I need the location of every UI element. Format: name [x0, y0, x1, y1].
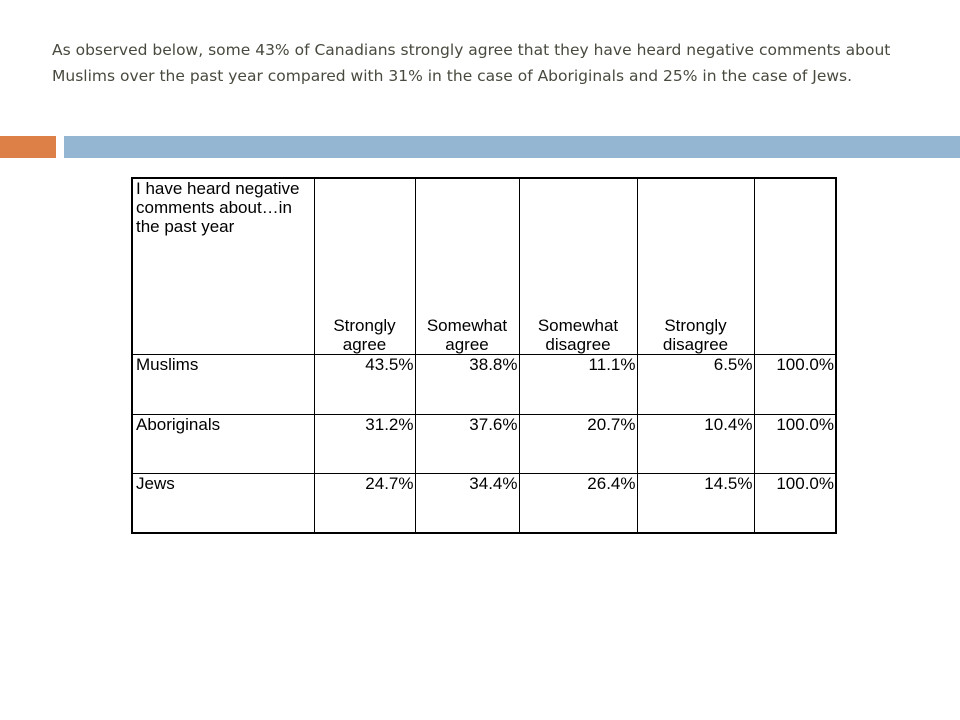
cell-somewhat-agree: 37.6%: [415, 414, 519, 473]
row-label: Aboriginals: [132, 414, 314, 473]
column-header-somewhat-agree: Somewhat agree: [415, 178, 519, 355]
accent-bar-blue: [64, 136, 960, 158]
survey-table: [131, 177, 837, 534]
cell-somewhat-agree: 38.8%: [415, 355, 519, 414]
cell-strongly-agree: 43.5%: [314, 355, 415, 414]
slide-body-text: As observed below, some 43% of Canadians strongly agree that they have heard negative comments about Muslims over the past year compared with 31% in the case of Aboriginals and 25% in the case of Jews.: [52, 41, 891, 85]
cell-somewhat-disagree: 26.4%: [519, 473, 637, 533]
row-label: Jews: [132, 473, 314, 533]
cell-somewhat-disagree: 20.7%: [519, 414, 637, 473]
accent-bar-orange: [0, 136, 56, 158]
cell-total: 100.0%: [754, 414, 836, 473]
table-row-muslims: [132, 355, 836, 414]
cell-somewhat-disagree: 11.1%: [519, 355, 637, 414]
table-row-jews: [132, 473, 836, 533]
column-header-strongly-agree: Strongly agree: [314, 178, 415, 355]
table-header-row: [132, 178, 836, 355]
row-label: Muslims: [132, 355, 314, 414]
table-row-aboriginals: [132, 414, 836, 473]
column-header-somewhat-disagree: Somewhat disagree: [519, 178, 637, 355]
cell-strongly-disagree: 10.4%: [637, 414, 754, 473]
cell-total: 100.0%: [754, 355, 836, 414]
cell-strongly-agree: 24.7%: [314, 473, 415, 533]
cell-total: 100.0%: [754, 473, 836, 533]
column-header-strongly-disagree: Strongly disagree: [637, 178, 754, 355]
cell-somewhat-agree: 34.4%: [415, 473, 519, 533]
column-header-total: [754, 178, 836, 355]
cell-strongly-agree: 31.2%: [314, 414, 415, 473]
cell-strongly-disagree: 14.5%: [637, 473, 754, 533]
cell-strongly-disagree: 6.5%: [637, 355, 754, 414]
table-corner-label: I have heard negative comments about…in the past year: [132, 178, 314, 355]
